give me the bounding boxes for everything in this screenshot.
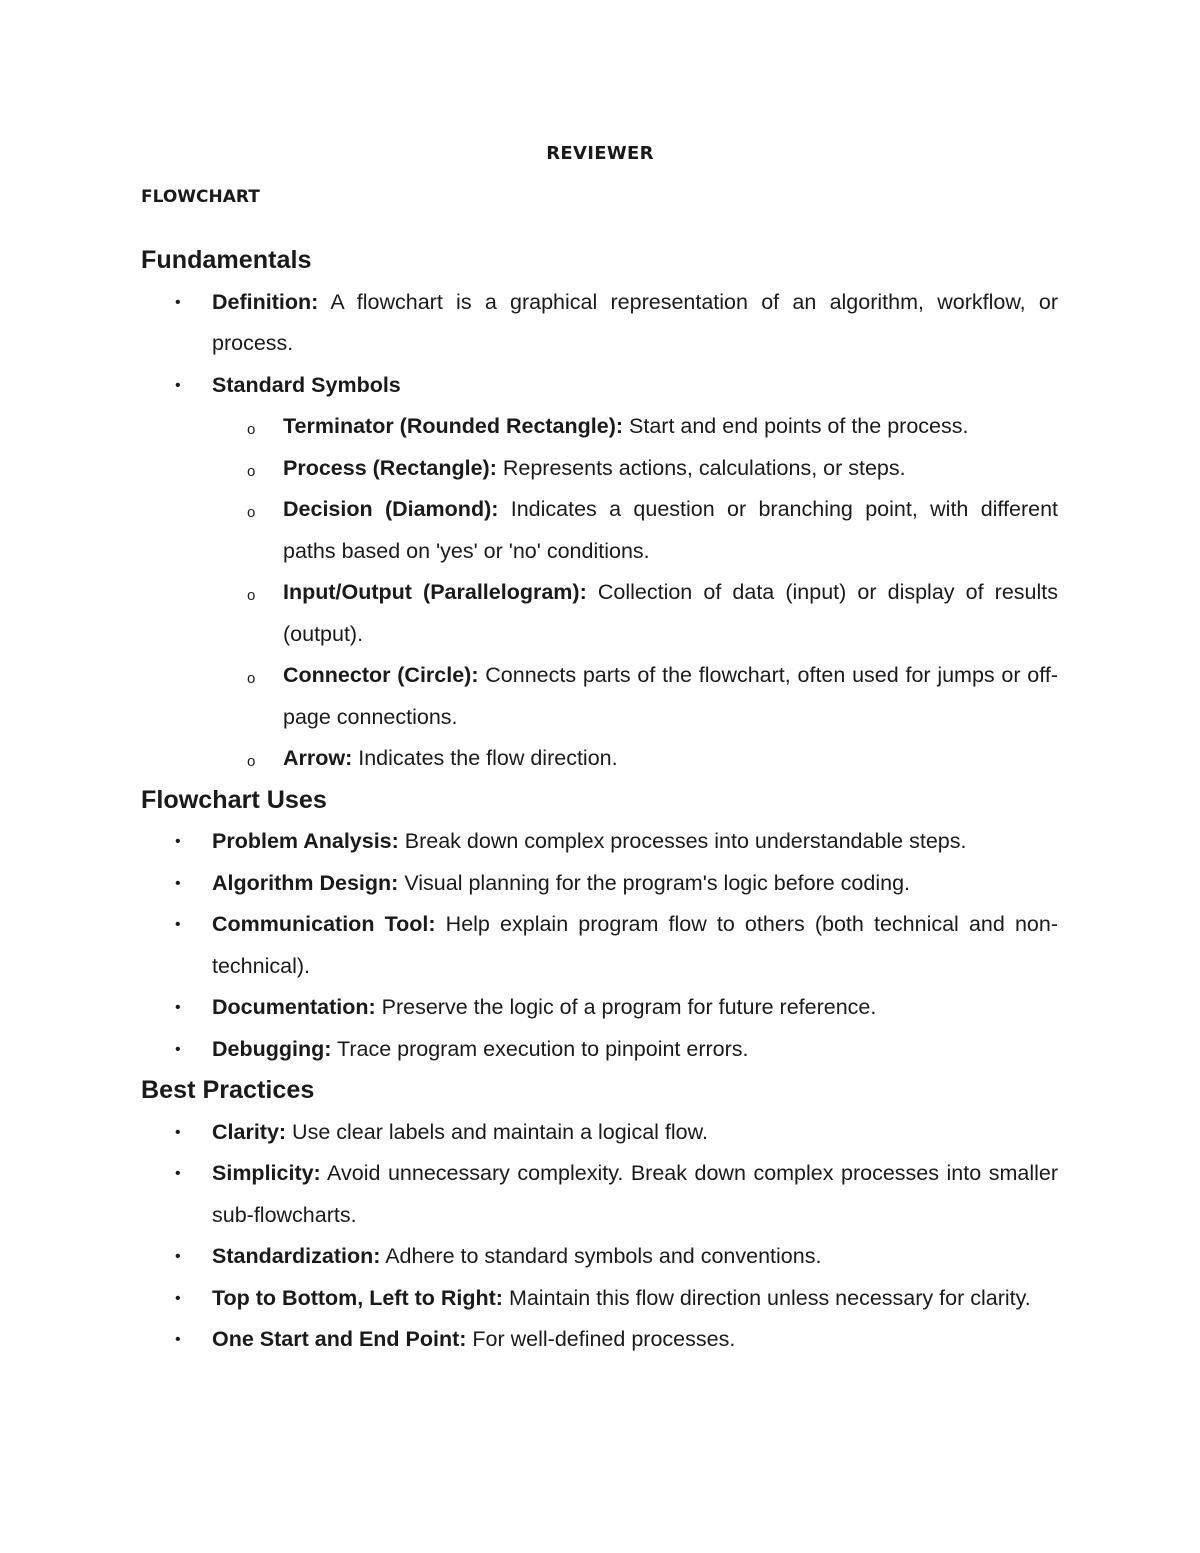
sub-list-item — [141, 448, 1058, 490]
sub-bullet-icon: o — [247, 670, 256, 687]
item-text: Maintain this flow direction unless necessary for clarity. — [502, 1285, 1031, 1310]
item-text: Break down complex processes into understandable steps. — [398, 829, 967, 853]
bullet-icon: • — [175, 1040, 181, 1058]
item-term: Process (Rectangle): — [283, 455, 497, 480]
item-term: Terminator (Rounded Rectangle): — [283, 414, 624, 438]
item-term: Decision (Diamond): — [283, 497, 499, 521]
item-text: A flowchart is a graphical representation of an algorithm, workflow, or process. — [212, 289, 1058, 355]
item-text: Help explain program flow to others (both technical and non-technical). — [212, 912, 1059, 978]
item-term: Problem Analysis: — [212, 829, 399, 853]
list-item — [141, 987, 1058, 1029]
bullet-icon: • — [175, 833, 181, 850]
item-term: Simplicity: — [212, 1161, 321, 1185]
item-term: Standardization: — [212, 1244, 381, 1268]
list-item — [141, 904, 1058, 987]
sub-list-item — [141, 572, 1058, 655]
document-body — [141, 240, 1058, 1361]
item-text: For well-defined processes. — [466, 1327, 736, 1351]
bullet-icon: • — [175, 1331, 181, 1348]
item-term: Standard Symbols — [212, 372, 401, 397]
bullet-icon: • — [175, 1289, 181, 1307]
list-item — [141, 365, 1058, 780]
item-text: Avoid unnecessary complexity. Break down complex processes into smaller sub-flowcharts. — [212, 1161, 1058, 1227]
document-title: REVIEWER — [546, 143, 654, 164]
best-practices-list — [141, 1112, 1058, 1361]
sub-list-item — [141, 489, 1058, 572]
list-item — [141, 821, 1058, 863]
bullet-icon: • — [175, 1123, 181, 1141]
bullet-icon: • — [175, 293, 181, 311]
item-term: Input/Output (Parallelogram): — [283, 580, 587, 604]
item-text: Trace program execution to pinpoint errors. — [331, 1036, 749, 1061]
document-subtitle: FLOWCHART — [141, 187, 260, 207]
item-term: One Start and End Point: — [212, 1327, 467, 1351]
list-item — [141, 282, 1058, 365]
sub-bullet-icon: o — [247, 587, 256, 604]
item-text: Start and end points of the process. — [623, 414, 969, 438]
sub-list-item — [141, 406, 1058, 448]
item-text: Use clear labels and maintain a logical flow. — [286, 1119, 708, 1144]
uses-list — [141, 821, 1058, 1070]
list-item — [141, 1319, 1058, 1361]
bullet-icon: • — [175, 1165, 181, 1182]
item-term: Definition: — [212, 289, 319, 314]
bullet-icon: • — [175, 874, 181, 892]
item-term: Connector (Circle): — [283, 663, 479, 687]
item-term: Top to Bottom, Left to Right: — [212, 1285, 503, 1310]
sub-bullet-icon: o — [247, 753, 256, 770]
item-term: Debugging: — [212, 1036, 332, 1061]
bullet-icon: • — [175, 999, 181, 1016]
sub-bullet-icon: o — [247, 462, 256, 480]
item-text: Adhere to standard symbols and conventions. — [380, 1244, 822, 1268]
symbols-list — [212, 406, 1058, 780]
section-heading-flowchart-uses: Flowchart Uses — [141, 785, 327, 814]
item-text: Collection of data (input) or display of results (output). — [283, 580, 1059, 646]
item-text: Represents actions, calculations, or steps. — [496, 455, 906, 480]
sub-list-item — [141, 655, 1058, 738]
section-heading-best-practices: Best Practices — [141, 1076, 315, 1104]
item-term: Arrow: — [283, 746, 353, 770]
list-item — [141, 1029, 1058, 1071]
item-text: Connects parts of the flowchart, often used for jumps or off-page connections. — [283, 663, 1058, 729]
item-term: Algorithm Design: — [212, 870, 399, 895]
sub-bullet-icon: o — [247, 421, 256, 438]
section-heading-fundamentals: Fundamentals — [141, 246, 312, 274]
bullet-icon: • — [175, 1248, 181, 1265]
item-text: Visual planning for the program's logic before coding. — [398, 870, 910, 895]
list-item — [141, 1112, 1058, 1154]
item-term: Documentation: — [212, 995, 376, 1019]
bullet-icon: • — [175, 916, 181, 933]
fundamentals-list — [141, 282, 1058, 780]
list-item — [141, 863, 1058, 905]
item-text: Preserve the logic of a program for future reference. — [375, 995, 877, 1019]
sub-bullet-icon: o — [247, 504, 256, 521]
list-item — [141, 1278, 1058, 1320]
item-term: Communication Tool: — [212, 912, 436, 936]
item-text: Indicates a question or branching point, with different paths based on 'yes' or 'no' conditions. — [283, 497, 1058, 563]
list-item — [141, 1236, 1058, 1278]
item-term: Clarity: — [212, 1119, 287, 1144]
sub-list-item — [141, 738, 1058, 780]
bullet-icon: • — [175, 376, 181, 394]
list-item — [141, 1153, 1058, 1236]
item-text: Indicates the flow direction. — [352, 746, 618, 770]
